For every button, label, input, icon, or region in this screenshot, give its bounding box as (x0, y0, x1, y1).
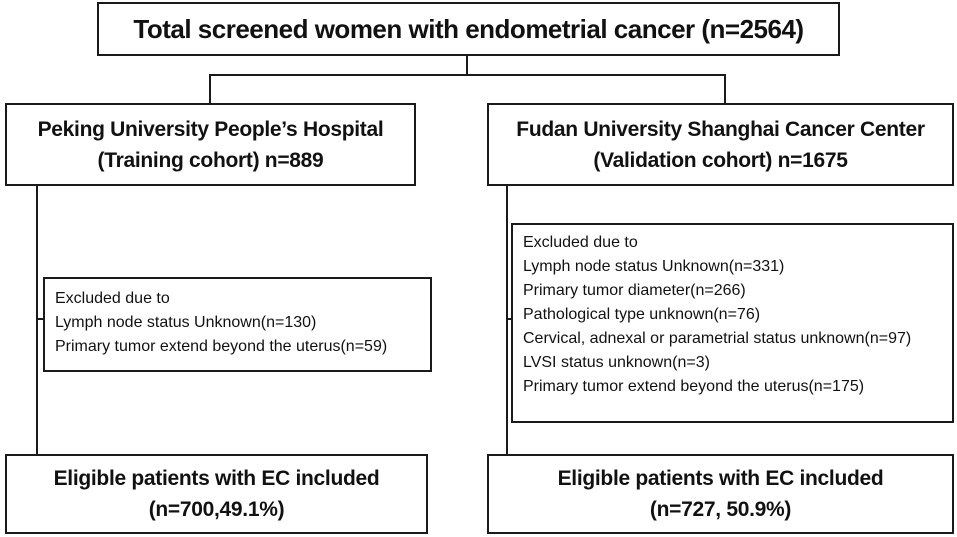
validation-eligible-box (487, 454, 954, 534)
validation-exclusion-item: LVSI status unknown(n=3) (523, 354, 710, 371)
training-cohort-box (5, 103, 416, 186)
training-hospital-name: Peking University People’s Hospital (37, 117, 384, 141)
validation-exclusion-box (511, 223, 954, 423)
training-exclusion-box (43, 277, 432, 372)
training-eligible-box (5, 454, 428, 534)
validation-exclusion-item: Primary tumor diameter(n=266) (523, 282, 746, 299)
validation-exclusion-item: Cervical, adnexal or parametrial status unknown(n=97) (523, 330, 912, 347)
training-exclusion-item: Primary tumor extend beyond the uterus(n=59) (55, 338, 388, 355)
validation-exclusion-item: Lymph node status Unknown(n=331) (523, 258, 785, 275)
validation-eligible-title: Eligible patients with EC included (557, 467, 884, 490)
connector-right-drop (724, 74, 726, 104)
training-exclusion-item: Lymph node status Unknown(n=130) (55, 314, 317, 331)
validation-exclusion-item: Pathological type unknown(n=76) (523, 306, 761, 323)
training-eligible-title: Eligible patients with EC included (53, 467, 380, 490)
training-cohort-label: (Training cohort) n=889 (97, 148, 324, 172)
total-screened-box (97, 2, 840, 56)
validation-eligible-value: (n=727, 50.9%) (649, 498, 792, 521)
validation-cohort-box (487, 103, 954, 186)
validation-hospital-name: Fudan University Shanghai Cancer Center (516, 117, 925, 141)
validation-cohort-label: (Validation cohort) n=1675 (593, 148, 848, 172)
total-screened-title: Total screened women with endometrial cancer (n=2564) (133, 13, 804, 44)
training-eligible-value: (n=700,49.1%) (148, 498, 285, 521)
validation-exclusion-item: Primary tumor extend beyond the uterus(n=175) (523, 378, 865, 395)
connector-horizontal (209, 74, 725, 76)
connector-right-down (506, 185, 508, 455)
connector-top-vertical (466, 55, 468, 75)
training-exclusion-title: Excluded due to (55, 290, 170, 307)
connector-left-down (36, 185, 38, 455)
validation-exclusion-title: Excluded due to (523, 234, 638, 251)
connector-left-drop (209, 74, 211, 104)
